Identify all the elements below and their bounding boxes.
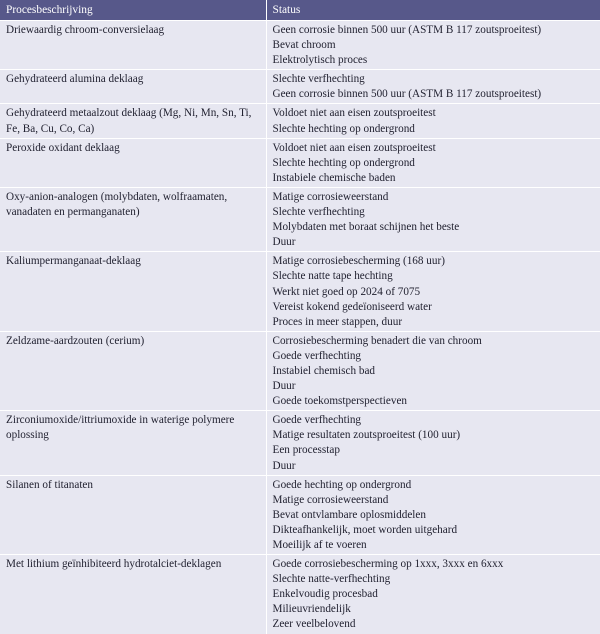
- status-line: Duur: [272, 459, 296, 472]
- process-cell: [0, 104, 266, 138]
- process-description: Met lithium geïnhibiteerd hydrotalciet-deklagen: [6, 558, 222, 571]
- status-line: Slechte verfhechting: [272, 206, 365, 219]
- table-row: [0, 252, 600, 331]
- status-line: Instabiele chemische baden: [272, 171, 396, 184]
- process-description: Zirconiumoxide/ittriumoxide in waterige polymere oplossing: [6, 414, 235, 442]
- table-row: [0, 475, 600, 554]
- status-cell: [266, 70, 600, 104]
- status-cell: [266, 411, 600, 475]
- process-description: Oxy-anion-analogen (molybdaten, wolfraamaten, vanadaten en permanganaten): [6, 190, 228, 219]
- status-cell: [266, 475, 600, 554]
- table-row: [0, 104, 600, 138]
- status-line: Slechte hechting op ondergrond: [272, 156, 415, 169]
- process-cell: [0, 138, 266, 187]
- status-line: Zeer veelbelovend: [272, 618, 356, 631]
- process-cell: [0, 475, 266, 554]
- status-line: Matige corrosieweerstand: [272, 493, 389, 506]
- status-line: Bevat ontvlambare oplosmiddelen: [272, 508, 426, 521]
- status-line: Milieuvriendelijk: [272, 603, 351, 616]
- status-line: Goede verfhechting: [272, 414, 362, 427]
- status-line: Slechte verfhechting: [272, 73, 365, 86]
- status-cell: [266, 21, 600, 70]
- status-line: Corrosiebescherming benadert die van chroom: [272, 334, 482, 347]
- status-line: Slechte hechting op ondergrond: [272, 122, 415, 135]
- process-cell: [0, 187, 266, 251]
- status-line: Een processtap: [272, 444, 340, 457]
- status-line: Dikteafhankelijk, moet worden uitgehard: [272, 523, 458, 536]
- process-description: Gehydrateerd alumina deklaag: [6, 73, 144, 86]
- table-header: [0, 0, 600, 21]
- status-line: Duur: [272, 236, 296, 249]
- status-line: Moeilijk af te voeren: [272, 539, 367, 551]
- status-cell: [266, 555, 600, 634]
- status-cell: [266, 187, 600, 251]
- process-description: Gehydrateerd metaalzout deklaag (Mg, Ni, Mn, Sn, Ti, Fe, Ba, Cu, Co, Ca): [6, 107, 252, 135]
- process-description: Peroxide oxidant deklaag: [6, 141, 120, 154]
- status-line: Enkelvoudig procesbad: [272, 588, 378, 601]
- header-status: Status: [266, 0, 600, 21]
- status-line: Slechte natte tape hechting: [272, 270, 393, 283]
- status-line: Vereist kokend gedeïoniseerd water: [272, 300, 432, 313]
- header-process: Procesbeschrijving: [0, 0, 266, 21]
- status-cell: [266, 138, 600, 187]
- table-row: [0, 555, 600, 634]
- process-cell: [0, 411, 266, 475]
- process-cell: [0, 331, 266, 410]
- status-line: Matige corrosieweerstand: [272, 190, 389, 203]
- status-cell: [266, 104, 600, 138]
- status-line: Werkt niet goed op 2024 of 7075: [272, 285, 421, 298]
- status-line: Goede hechting op ondergrond: [272, 478, 412, 491]
- process-cell: [0, 21, 266, 70]
- table-row: [0, 21, 600, 70]
- status-line: Proces in meer stappen, duur: [272, 315, 403, 328]
- status-line: Matige resultaten zoutsproeitest (100 uur): [272, 429, 461, 442]
- status-line: Voldoet niet aan eisen zoutsproeitest: [272, 107, 436, 120]
- process-cell: [0, 70, 266, 104]
- status-line: Geen corrosie binnen 500 uur (ASTM B 117 zoutsproeitest): [272, 24, 542, 36]
- process-description: Silanen of titanaten: [6, 478, 93, 491]
- table-body: [0, 21, 600, 634]
- status-line: Voldoet niet aan eisen zoutsproeitest: [272, 141, 436, 154]
- process-description: Zeldzame-aardzouten (cerium): [6, 334, 145, 347]
- status-line: Goede verfhechting: [272, 349, 362, 362]
- status-line: Bevat chroom: [272, 39, 336, 52]
- status-line: Goede toekomstperspectieven: [272, 395, 408, 408]
- status-cell: [266, 331, 600, 410]
- table-row: [0, 411, 600, 475]
- status-line: Molybdaten met boraat schijnen het beste: [272, 221, 460, 234]
- status-cell: [266, 252, 600, 331]
- header-row: [0, 0, 600, 21]
- process-description: Kaliumpermanganaat-deklaag: [6, 255, 141, 268]
- status-line: Duur: [272, 380, 296, 393]
- table-row: [0, 331, 600, 410]
- status-line: Slechte natte-verfhechting: [272, 573, 391, 586]
- table-row: [0, 138, 600, 187]
- process-description: Driewaardig chroom-conversielaag: [6, 24, 165, 36]
- process-cell: [0, 555, 266, 634]
- status-line: Matige corrosiebescherming (168 uur): [272, 255, 445, 268]
- process-cell: [0, 252, 266, 331]
- table-row: [0, 70, 600, 104]
- status-line: Instabiel chemisch bad: [272, 364, 376, 377]
- status-line: Geen corrosie binnen 500 uur (ASTM B 117 zoutsproeitest): [272, 88, 542, 101]
- status-line: Goede corrosiebescherming op 1xxx, 3xxx en 6xxx: [272, 558, 504, 571]
- status-line: Elektrolytisch proces: [272, 54, 368, 67]
- table-row: [0, 187, 600, 251]
